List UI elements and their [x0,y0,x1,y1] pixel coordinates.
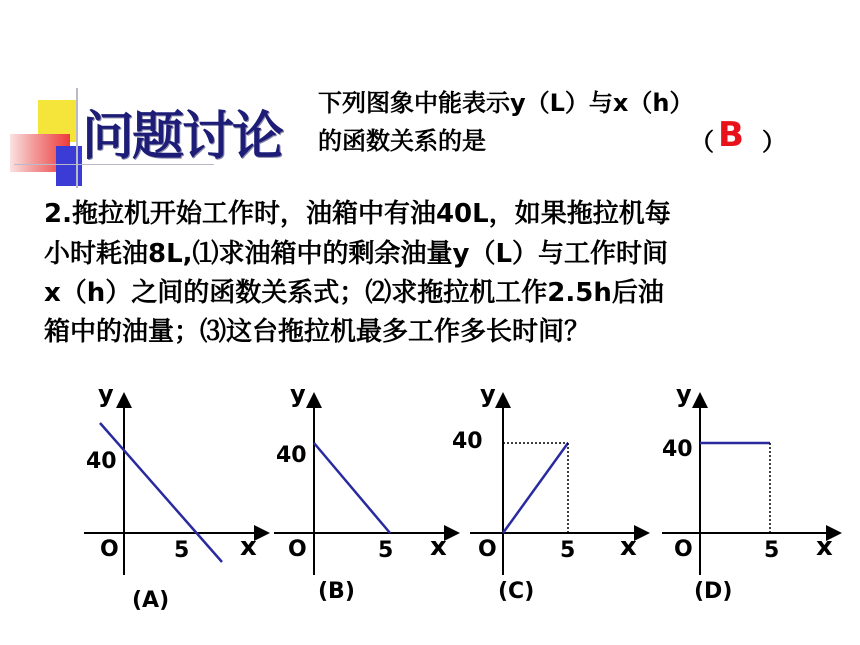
graph-b-y-tick: 40 [276,443,307,468]
graph-d-y-tick: 40 [662,437,693,462]
graph-a-y-tick: 40 [86,449,117,474]
graph-c-y-label: y [480,380,496,408]
graph-c-y-tick: 40 [452,429,483,454]
problem-line-4: 箱中的油量；⑶这台拖拉机最多工作多长时间？ [44,317,591,347]
graph-c-line [503,443,568,533]
problem-line-2: 小时耗油8L,⑴求油箱中的剩余油量y（L）与工作时间 [44,239,669,269]
graph-b-y-label: y [290,380,306,408]
graph-d-y-label: y [676,380,692,408]
graph-b-x-label: x [430,532,447,562]
graph-d-x-tick: 5 [764,538,780,563]
graph-a-origin: O [100,537,119,562]
slide-heading: 问题讨论 [82,107,283,167]
graph-a-x-tick: 5 [174,538,190,563]
problem-line-1: 2.拖拉机开始工作时，油箱中有油40L，如果拖拉机每 [44,199,671,229]
graph-c-x-label: x [620,532,637,562]
answer-paren-open: （ [690,128,714,156]
graph-d-origin: O [674,537,693,562]
graph-b-x-tick: 5 [378,538,394,563]
question-line-1: 下列图象中能表示y（L）与x（h） [318,89,694,117]
answer-paren-close: ） [762,128,786,156]
graph-c-caption: (C) [498,579,535,604]
graph-c [452,380,642,604]
problem-line-3: x（h）之间的函数关系式；⑵求拖拉机工作2.5h后油 [44,278,664,308]
graph-b-line [314,443,390,533]
graph-b-caption: (B) [318,579,355,604]
question-line-2: 的函数关系的是 [318,127,486,155]
graph-a-y-label: y [98,380,114,408]
graph-a-caption: (A) [132,588,170,613]
graph-b-origin: O [288,537,307,562]
graph-d [662,380,834,604]
graph-d-caption: (D) [694,579,733,604]
graph-a-x-label: x [240,532,257,562]
graph-b [274,380,452,604]
graph-c-origin: O [478,537,497,562]
answer-choice: B [718,115,744,155]
graph-c-x-tick: 5 [560,538,576,563]
graph-d-x-label: x [816,532,833,562]
graph-a [84,380,262,613]
